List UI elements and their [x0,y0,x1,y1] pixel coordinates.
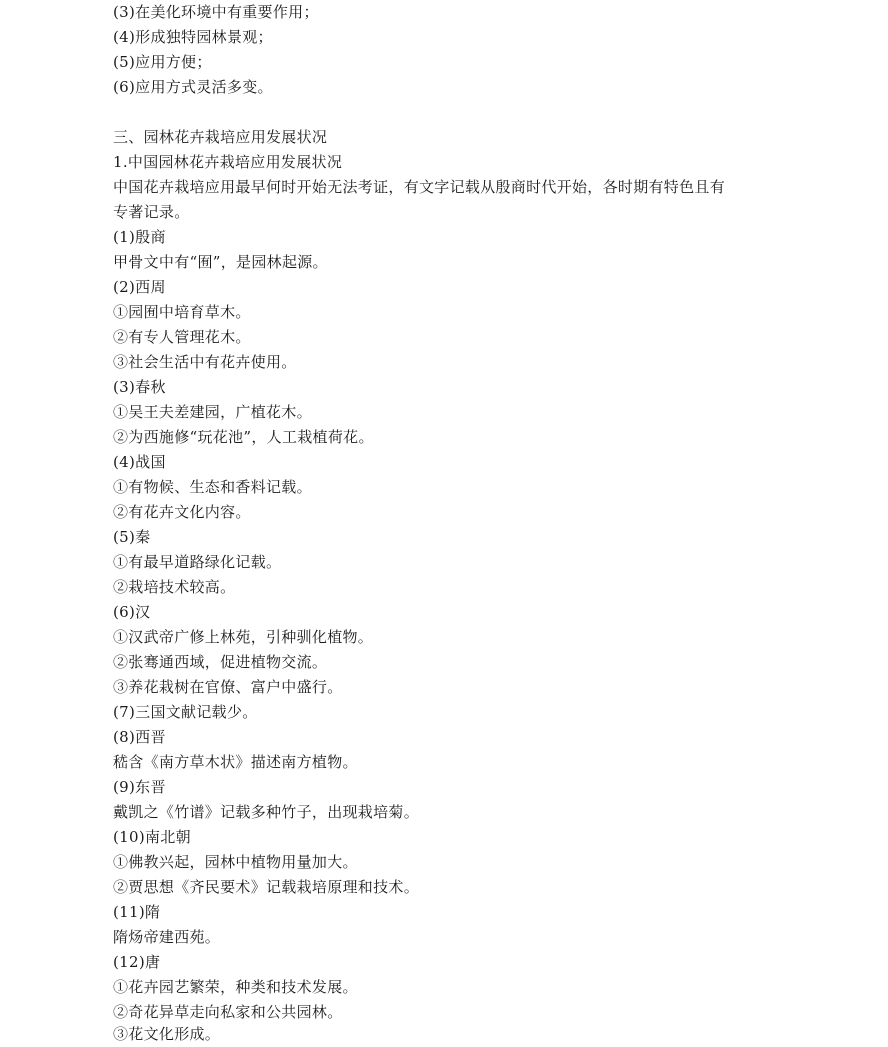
paragraph-line: 中国花卉栽培应用最早何时开始无法考证，有文字记载从殷商时代开始，各时期有特色且有 [113,178,726,196]
period-heading: (10)南北朝 [113,828,191,846]
period-heading: (5)秦 [113,528,151,546]
text-line: 甲骨文中有“囿”，是园林起源。 [113,253,328,271]
period-heading: (7)三国文献记载少。 [113,703,258,721]
text-line: ②贾思想《齐民要术》记载栽培原理和技术。 [113,878,420,896]
text-line: ①有最早道路绿化记载。 [113,553,282,571]
period-heading: (2)西周 [113,278,166,296]
text-line: ②有专人管理花木。 [113,328,251,346]
period-heading: (6)汉 [113,603,151,621]
text-line: ②张骞通西域，促进植物交流。 [113,653,328,671]
period-heading: (1)殷商 [113,228,166,246]
section-heading: 三、园林花卉栽培应用发展状况 [113,128,328,146]
text-line: 嵇含《南方草木状》描述南方植物。 [113,753,358,771]
period-heading: (12)唐 [113,953,161,971]
period-heading: (4)战国 [113,453,166,471]
text-line: (6)应用方式灵活多变。 [113,78,273,96]
text-line: 隋炀帝建西苑。 [113,928,221,946]
period-heading: (3)春秋 [113,378,166,396]
text-line: ③养花栽树在官僚、富户中盛行。 [113,678,343,696]
text-line: ①汉武帝广修上林苑，引种驯化植物。 [113,628,374,646]
text-line: (5)应用方便； [113,53,212,71]
text-line: ②为西施修“玩花池”，人工栽植荷花。 [113,428,374,446]
text-line: ③社会生活中有花卉使用。 [113,353,297,371]
text-line: ①佛教兴起，园林中植物用量加大。 [113,853,358,871]
text-line: ①有物候、生态和香料记载。 [113,478,312,496]
period-heading: (8)西晋 [113,728,166,746]
period-heading: (9)东晋 [113,778,166,796]
text-line: (3)在美化环境中有重要作用； [113,3,319,21]
text-line: ③花文化形成。 [113,1025,221,1043]
text-line: ①园囿中培育草木。 [113,303,251,321]
paragraph-line: 专著记录。 [113,203,190,221]
text-line: ②栽培技术较高。 [113,578,236,596]
period-heading: (11)隋 [113,903,161,921]
text-line: 戴凯之《竹谱》记载多种竹子，出现栽培菊。 [113,803,420,821]
text-line: (4)形成独特园林景观； [113,28,273,46]
text-line: ②有花卉文化内容。 [113,503,251,521]
subsection-heading: 1.中国园林花卉栽培应用发展状况 [113,153,343,171]
text-line: ②奇花异草走向私家和公共园林。 [113,1003,343,1021]
text-line: ①吴王夫差建园，广植花木。 [113,403,312,421]
text-line: ①花卉园艺繁荣，种类和技术发展。 [113,978,358,996]
